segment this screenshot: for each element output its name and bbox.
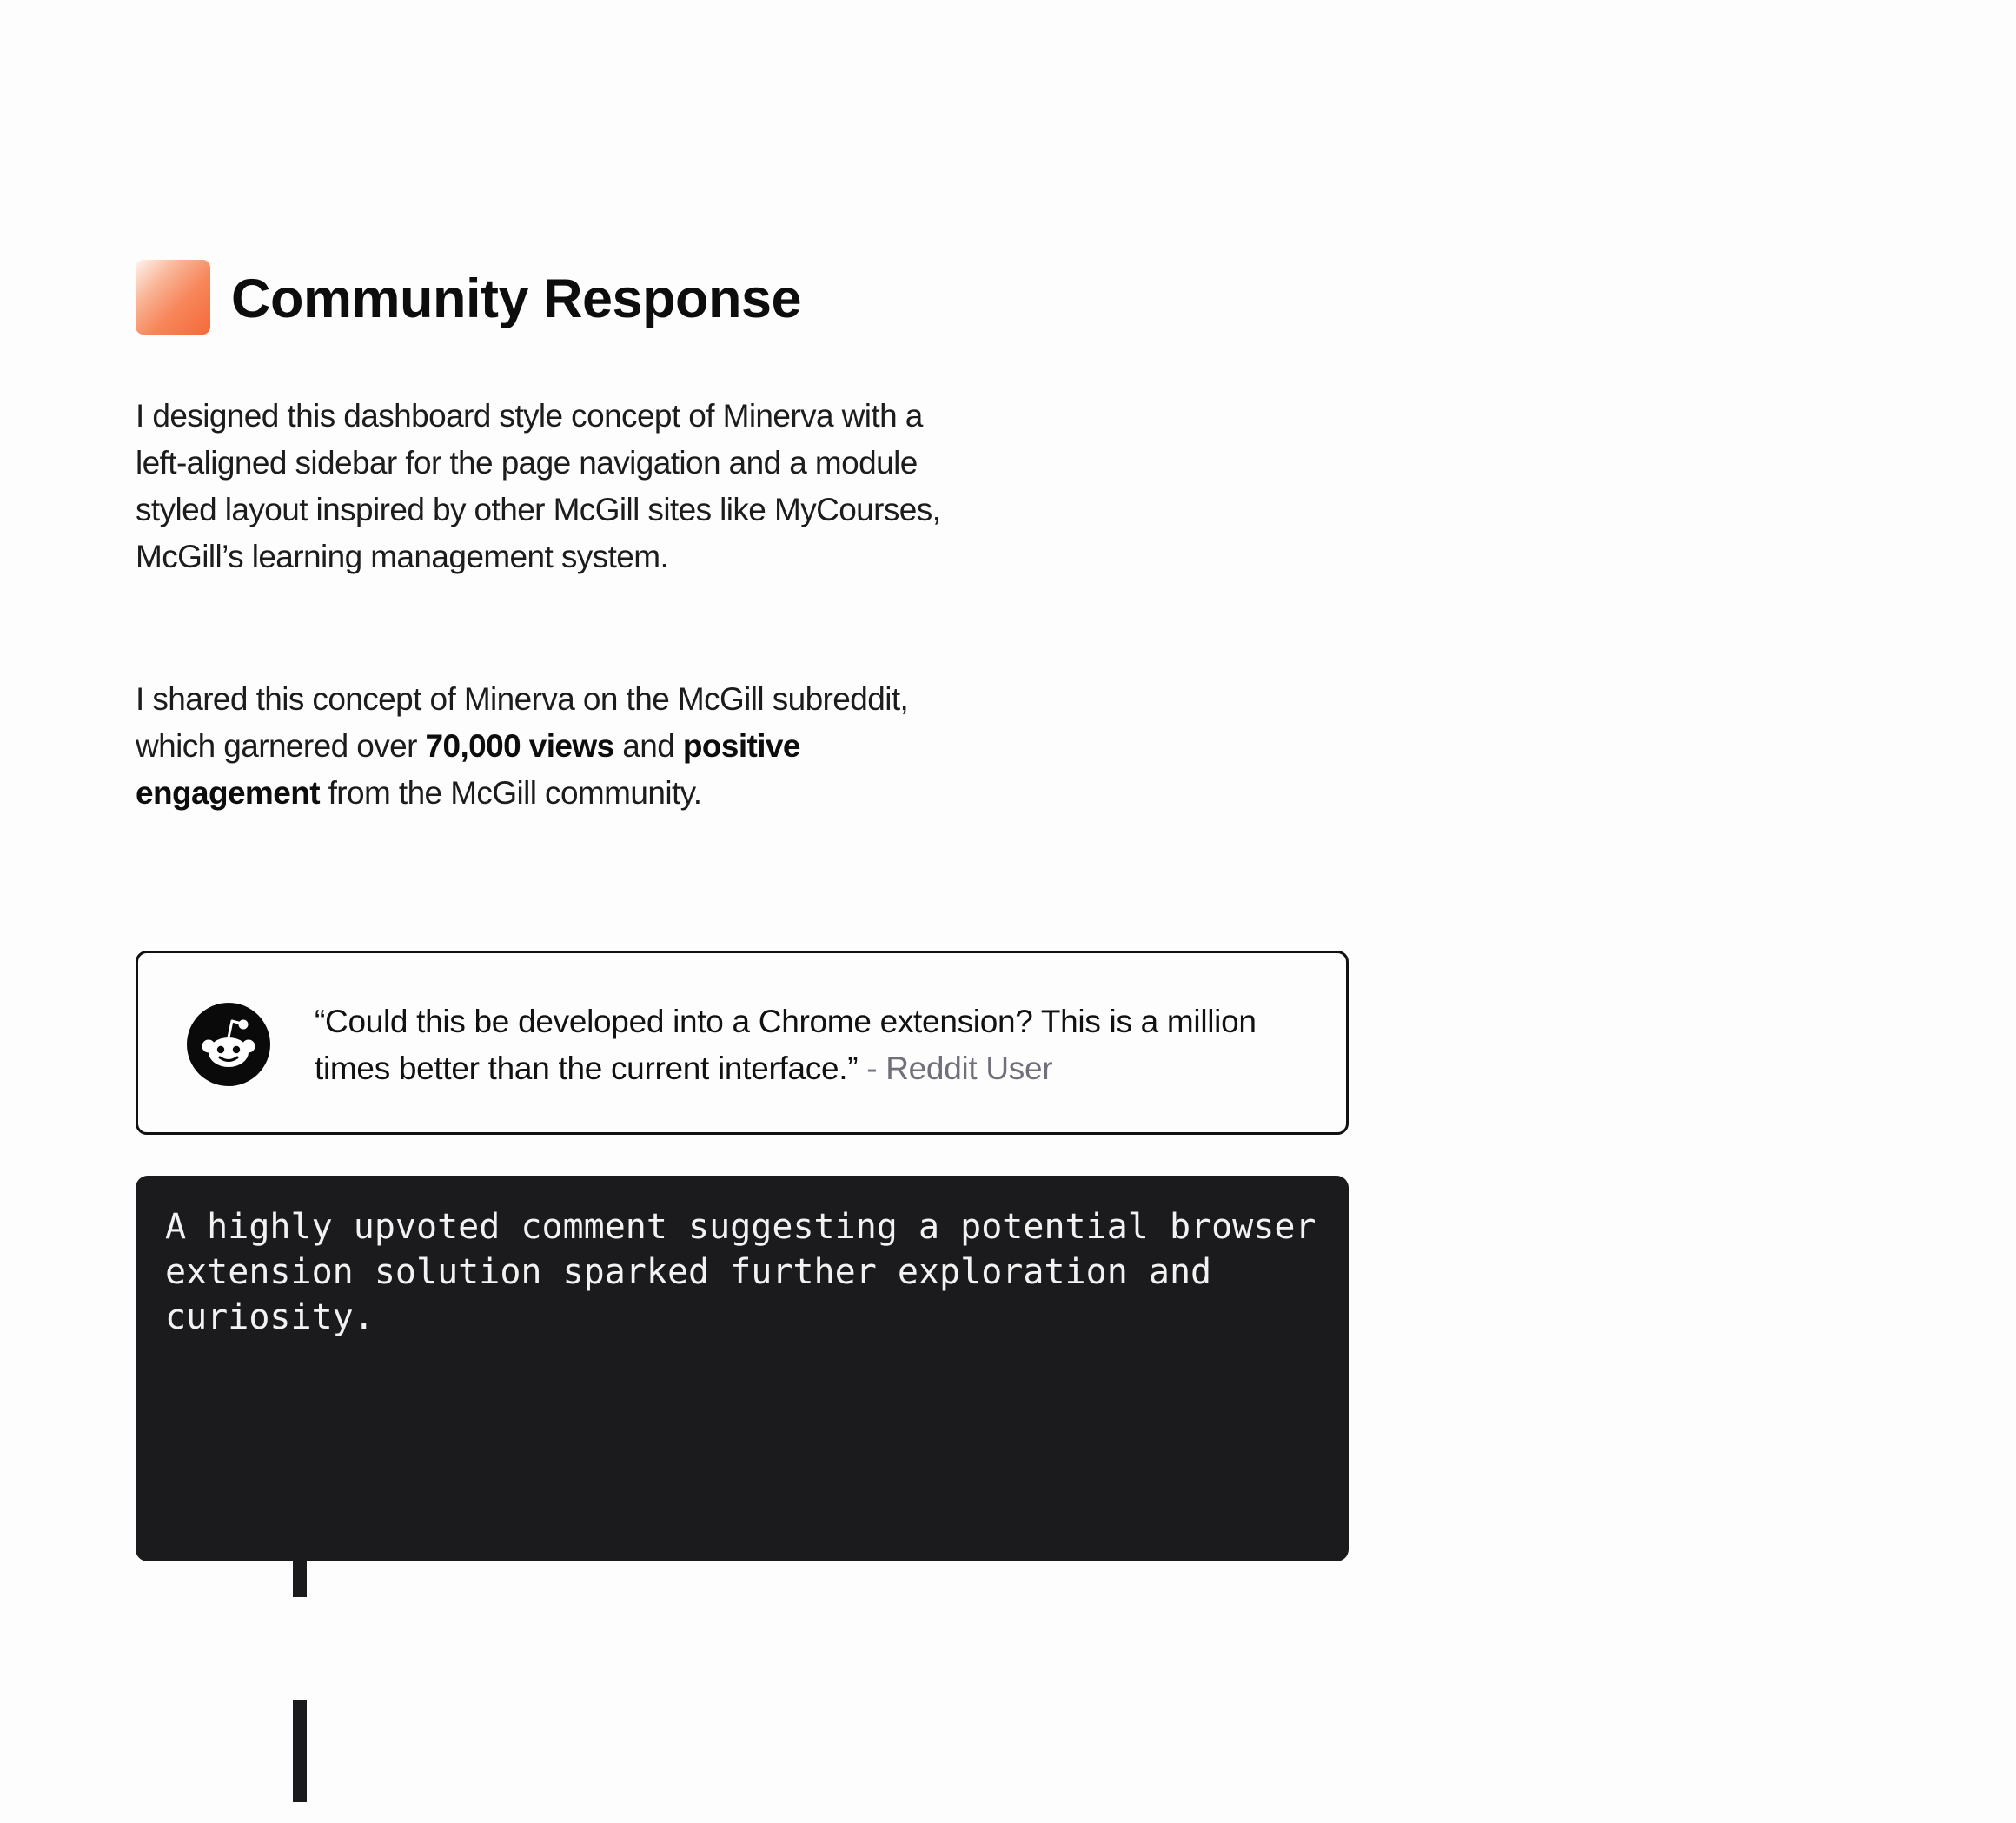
intro-paragraph: I designed this dashboard style concept of Minerva with a left-aligned sidebar for the page navigation and a module styled layout inspired by other McGill sites like MyCourses, McGill’s learning management system.: [136, 398, 941, 574]
connector-line-top: [293, 1561, 307, 1597]
annotation-text: A highly upvoted comment suggesting a potential browser extension solution sparked further exploration and curiosity.: [165, 1207, 1337, 1337]
quote-body: “Could this be developed into a Chrome extension? This is a million times better than the current interface.”: [315, 1004, 1257, 1086]
results-text-3: from the McGill community.: [319, 775, 702, 811]
results-paragraph: [136, 676, 952, 817]
quote-text: [315, 998, 1296, 1092]
engagement-highlight: positive engagement: [136, 728, 800, 811]
section-accent-icon: [136, 260, 210, 335]
annotation-box: [136, 1176, 1349, 1561]
section-title: Community Response: [231, 268, 802, 329]
results-text-1: I shared this concept of Minerva on the McGill subreddit, which garnered over: [136, 681, 909, 764]
reddit-quote-card: [136, 951, 1349, 1135]
views-count: 70,000 views: [425, 728, 614, 764]
reddit-icon: [187, 1003, 270, 1086]
results-text-2: and: [613, 728, 683, 764]
quote-attribution: - Reddit User: [858, 1051, 1053, 1086]
connector-line-bottom: [293, 1700, 307, 1802]
